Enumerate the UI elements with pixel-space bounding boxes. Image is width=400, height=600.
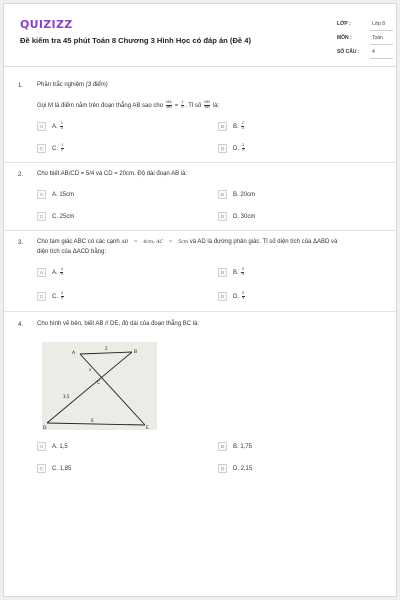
option-letter-box: D — [218, 144, 227, 153]
option-letter-box: C — [37, 144, 46, 153]
question-4-option-c[interactable] — [37, 463, 71, 474]
question-1-number: 1. — [18, 83, 24, 89]
option-fraction — [241, 122, 244, 131]
option-prefix: C. — [52, 293, 58, 300]
label-a: A — [72, 351, 76, 356]
question-1-section-note: (3 điểm) — [85, 82, 108, 88]
fraction-numerator: 5 — [242, 291, 245, 296]
q3-equals-sign: = — [133, 240, 138, 245]
option-label: D. 30cm — [233, 213, 256, 220]
label-ac-length: x — [89, 367, 92, 372]
option-fraction — [61, 144, 64, 153]
question-3-option-b[interactable] — [218, 267, 245, 278]
question-2-text: Cho biết AB/CD = 5/4 và CD = 20cm. Độ dài đoạn AB là: — [37, 171, 188, 177]
option-fraction — [242, 144, 245, 153]
fraction-numerator: 1 — [61, 143, 64, 148]
question-2-option-d[interactable] — [218, 211, 255, 222]
label-dc-length: 3,5 — [63, 394, 70, 399]
question-divider — [4, 311, 396, 312]
option-prefix: A. — [52, 269, 58, 276]
meta-class-value: Lớp 8 — [372, 21, 386, 27]
fraction-numerator: 1 — [181, 100, 184, 104]
quizizz-logo: QUIZIZZ — [20, 18, 73, 31]
q3-text-after: và AD là đường phân giác. Tỉ số diện tích của ΔABD và — [189, 239, 338, 245]
q3-math-ab: AB — [121, 240, 129, 245]
question-3-option-c[interactable] — [37, 291, 65, 302]
fraction-denominator: 2 — [242, 148, 245, 152]
question-2-option-c[interactable] — [37, 211, 74, 222]
question-3-number: 3. — [18, 240, 24, 246]
option-label: B. 1,75 — [233, 443, 253, 450]
label-e: E — [146, 426, 149, 430]
meta-subject-value: Toán — [372, 35, 383, 41]
fraction-denominator: 9 — [242, 296, 245, 300]
fraction-numerator: 3 — [242, 143, 245, 148]
option-letter-box: B — [218, 268, 227, 277]
question-2-number: 2. — [18, 172, 24, 178]
q3-value-ab-ac: 4cm; AC — [143, 240, 163, 245]
option-prefix: A. — [52, 123, 58, 130]
option-label: D. 2,15 — [233, 465, 253, 472]
worksheet-page — [3, 3, 397, 597]
option-fraction — [242, 292, 245, 301]
q3-equals-sign: = — [168, 240, 173, 245]
label-c: C — [97, 381, 101, 386]
option-prefix: C. — [52, 145, 58, 152]
q1-ratio-ma-mb — [166, 101, 172, 110]
question-1-section-title: Phần trắc nghiệm — [37, 82, 85, 88]
fraction-numerator: MB — [204, 100, 210, 104]
q3-value-ac: 5cm — [178, 240, 189, 245]
geometry-figure — [42, 342, 157, 430]
fraction-denominator: MB — [166, 104, 172, 109]
option-letter-box: B — [218, 122, 227, 131]
option-letter-box: A — [37, 190, 46, 199]
fraction-denominator: 3 — [241, 126, 244, 130]
option-label: C. 25cm — [52, 213, 75, 220]
worksheet-meta — [337, 17, 393, 59]
option-letter-box: D — [218, 292, 227, 301]
option-letter-box: D — [218, 464, 227, 473]
geometry-figure-svg — [42, 342, 157, 430]
option-label: C. 1,85 — [52, 465, 72, 472]
option-label: B. 20cm — [233, 191, 256, 198]
option-letter-box: C — [37, 464, 46, 473]
meta-class-label: LỚP : — [337, 21, 351, 27]
option-fraction — [241, 268, 244, 277]
question-4-option-a[interactable] — [37, 441, 68, 452]
figure-background — [42, 342, 157, 430]
question-4-number: 4. — [18, 322, 24, 328]
option-label: A. 1,5 — [52, 443, 68, 450]
q1-text-mid: . Tỉ số — [184, 102, 202, 109]
question-3-option-d[interactable] — [218, 291, 246, 302]
header-divider — [4, 66, 396, 67]
option-letter-box: A — [37, 268, 46, 277]
meta-count — [337, 45, 393, 59]
fraction-denominator: 2 — [61, 148, 64, 152]
meta-subject — [337, 31, 393, 45]
fraction-denominator: 3 — [60, 126, 63, 130]
option-prefix: B. — [233, 123, 239, 130]
q3-text-line2: diện tích của ΔACD bằng: — [37, 248, 107, 255]
question-divider — [4, 162, 396, 163]
option-fraction — [61, 292, 64, 301]
meta-count-value: 4 — [372, 49, 375, 55]
question-2-option-b[interactable] — [218, 189, 255, 200]
fraction-numerator: 1 — [60, 121, 63, 126]
option-letter-box: B — [218, 190, 227, 199]
question-1-option-d[interactable] — [218, 143, 246, 154]
label-de-length: 6 — [91, 418, 94, 423]
fraction-denominator: 5 — [60, 272, 63, 276]
option-letter-box: A — [37, 442, 46, 451]
fraction-denominator: 4 — [241, 272, 244, 276]
question-1-option-a[interactable] — [37, 121, 64, 132]
q1-text-after: là: — [212, 102, 220, 109]
page-title: Đề kiểm tra 45 phút Toán 8 Chương 3 Hình Học có đáp án (Đề 4) — [20, 36, 252, 45]
q1-ratio-value — [181, 101, 184, 110]
fraction-numerator: 4 — [61, 291, 64, 296]
meta-class — [337, 17, 393, 31]
option-letter-box: C — [37, 212, 46, 221]
question-2-option-a[interactable] — [37, 189, 74, 200]
meta-subject-label: MÔN : — [337, 35, 352, 41]
q1-text-before: Gọi M là điểm nằm trên đoạn thẳng AB sao cho — [37, 102, 164, 109]
fraction-denominator: 2 — [181, 104, 184, 109]
question-1-section — [37, 81, 384, 90]
question-1-option-c[interactable] — [37, 143, 65, 154]
question-1-option-b[interactable] — [218, 121, 245, 132]
question-4-option-d[interactable] — [218, 463, 252, 474]
option-label: A. 15cm — [52, 191, 75, 198]
label-ab-length: 2 — [105, 346, 108, 351]
option-letter-box: D — [218, 212, 227, 221]
question-3-text — [37, 238, 384, 256]
meta-count-label: SỐ CÂU : — [337, 49, 360, 55]
meta-underline — [370, 58, 393, 59]
option-letter-box: C — [37, 292, 46, 301]
label-d: D — [43, 426, 47, 430]
label-b: B — [134, 350, 138, 355]
option-prefix: D. — [233, 145, 239, 152]
option-fraction — [60, 268, 63, 277]
q3-text-before: Cho tam giác ABC có các cạnh — [37, 239, 120, 245]
q1-ratio-mb-ab — [204, 101, 210, 110]
fraction-numerator: 4 — [60, 267, 63, 272]
fraction-numerator: 2 — [241, 121, 244, 126]
fraction-denominator: AB — [204, 104, 210, 109]
question-divider — [4, 230, 396, 231]
option-letter-box: B — [218, 442, 227, 451]
option-prefix: B. — [233, 269, 239, 276]
option-prefix: D. — [233, 293, 239, 300]
question-1-text: Gọi M là điểm nằm trên đoạn thẳng AB sao cho $\frac{MA}{MB}$ = $\frac{1}{2}$ . Tỉ số $\frac{MB}{AB}$ là: — [37, 100, 220, 109]
option-fraction — [60, 122, 63, 131]
question-3-option-a[interactable] — [37, 267, 64, 278]
option-letter-box: A — [37, 122, 46, 131]
question-4-text: Cho hình vẽ bên, biết AB // DE, độ dài của đoạn thẳng BC là: — [37, 321, 200, 327]
fraction-denominator: 9 — [61, 296, 64, 300]
question-4-option-b[interactable] — [218, 441, 252, 452]
fraction-numerator: 5 — [241, 267, 244, 272]
fraction-numerator: MA — [166, 100, 172, 104]
